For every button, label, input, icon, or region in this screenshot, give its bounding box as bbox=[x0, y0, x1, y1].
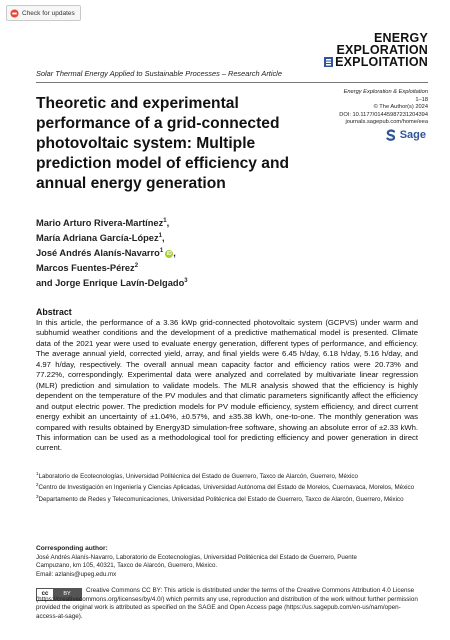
sage-logo-icon bbox=[385, 129, 397, 141]
license-text: Creative Commons CC BY: This article is distributed under the terms of the Creative Commons Attribution 4.0 License (https://creativecommons.org/licenses/by/4.0/) which permits any use, reproduction and distribution of the work without further permission provided the original work is attributed as specified on the SAGE and Open Access page (https://us.sagepub.com/en-us/nam/open-access-at-sage). bbox=[36, 587, 418, 620]
check-updates-icon bbox=[10, 9, 19, 18]
author[interactable]: Marcos Fuentes-Pérez$^2$ bbox=[36, 263, 139, 274]
journal-logo bbox=[324, 32, 428, 68]
meta-pages: 1–18 bbox=[415, 96, 428, 103]
sage-logo-label: Sage bbox=[399, 129, 426, 141]
author[interactable]: Mario Arturo Rivera-Martínez$^1$, bbox=[36, 218, 170, 229]
author-list bbox=[36, 215, 188, 290]
corresponding-line: Campuzano, km 105, 40321, Taxco de Alarcón, Guerrero, México. bbox=[36, 562, 218, 570]
abstract-heading: Abstract bbox=[36, 307, 72, 317]
meta-journal: Energy Exploration & Exploitation bbox=[343, 89, 428, 95]
article-title: Theoretic and experimental performance of a grid-connected photovoltaic system: Multiple prediction model of efficiency and annual energy generation bbox=[36, 95, 290, 192]
corresponding-author bbox=[36, 554, 418, 579]
journal-logo-line1: ENERGY bbox=[374, 31, 428, 45]
running-head: Solar Thermal Energy Applied to Sustainable Processes – Research Article bbox=[36, 69, 282, 78]
header-rule bbox=[36, 82, 428, 83]
sage-logo bbox=[385, 129, 426, 141]
corresponding-author-heading: Corresponding author: bbox=[36, 545, 108, 552]
corresponding-email[interactable]: Email: azlanis@upeg.edu.mx bbox=[36, 570, 117, 578]
affiliations bbox=[36, 470, 418, 504]
meta-url[interactable]: journals.sagepub.com/home/eea bbox=[345, 119, 428, 126]
abstract-text: In this article, the performance of a 3.36 kWp grid-connected photovoltaic system (GCPVS) under warm and subhumid weather conditions and the development of a predictive mathematical model is presented. Climate data of the 2021 year were used to evaluate energy generation, different types of performance, and efficiency. The average annual yield, corrected yield, array, and final yields were 6.45 h/day, 6.18 h/day, 5.16 h/day, and 4.97 h/day, respectively. The overall annual mean capacity factor and efficiency ratios were 20.73% and 77.22%, correspondingly. Experimental data were analyzed and correlated by multivariate linear regression (MLR) prediction and simulation to validate models. The MLR analysis showed that the efficiency is highly dependent on the temperature of the PV modules and that climatic parameters significantly affect the efficiency and output electric power. The prediction models for PV module efficiency, system efficiency, and direct current energy exhibit an uncertainty of ±1.04%, ±0.57%, and ±35.38 kWh, one-to-one. The monthly generation was compared with results obtained by Energy3D simulation-free software, showing an absolute error of ±2.33 kWh. This information can be used as a methodological tool for predicting efficiency and power generation in direct current. bbox=[36, 318, 418, 453]
affiliation: $^2$Centro de Investigación en Ingeniería y Ciencias Aplicadas, Universidad Autónoma del Estado de Morelos, Cuernavaca, Morelos, México bbox=[36, 482, 415, 492]
orcid-icon[interactable]: iD bbox=[166, 250, 172, 257]
journal-logo-line3: EXPLOITATION bbox=[335, 55, 428, 69]
check-for-updates-button[interactable] bbox=[6, 5, 81, 21]
affiliation: $^3$Departamento de Redes y Telecomunicaciones, Universidad Politécnica del Estado de Guerrero, Taxco de Alarcón, Guerrero, México bbox=[36, 493, 404, 503]
author[interactable]: and Jorge Enrique Lavín-Delgado$^3$ bbox=[36, 278, 188, 289]
author[interactable]: María Adriana García-López$^1$, bbox=[36, 233, 165, 244]
article-meta bbox=[339, 89, 428, 127]
author[interactable]: José Andrés Alanís-Navarro$^1$ iD , bbox=[36, 248, 176, 259]
journal-logo-mark-icon bbox=[324, 57, 333, 67]
journal-logo-line2: EXPLORATION bbox=[336, 43, 428, 57]
cc-by-badge-icon: cc BY bbox=[36, 588, 82, 601]
affiliation: $^1$Laboratorio de Ecotecnologías, Universidad Politécnica del Estado de Guerrero, Taxco de Alarcón, Guerrero, México bbox=[36, 471, 358, 481]
meta-doi[interactable]: DOI: 10.1177/01445987231204394 bbox=[339, 111, 428, 118]
check-for-updates-label: Check for updates bbox=[22, 9, 75, 17]
meta-copyright: © The Author(s) 2024 bbox=[373, 104, 428, 111]
corresponding-line: José Andrés Alanís-Navarro, Laboratorio de Ecotecnologías, Universidad Politécnica del Estado de Guerrero, Puente bbox=[36, 554, 357, 561]
